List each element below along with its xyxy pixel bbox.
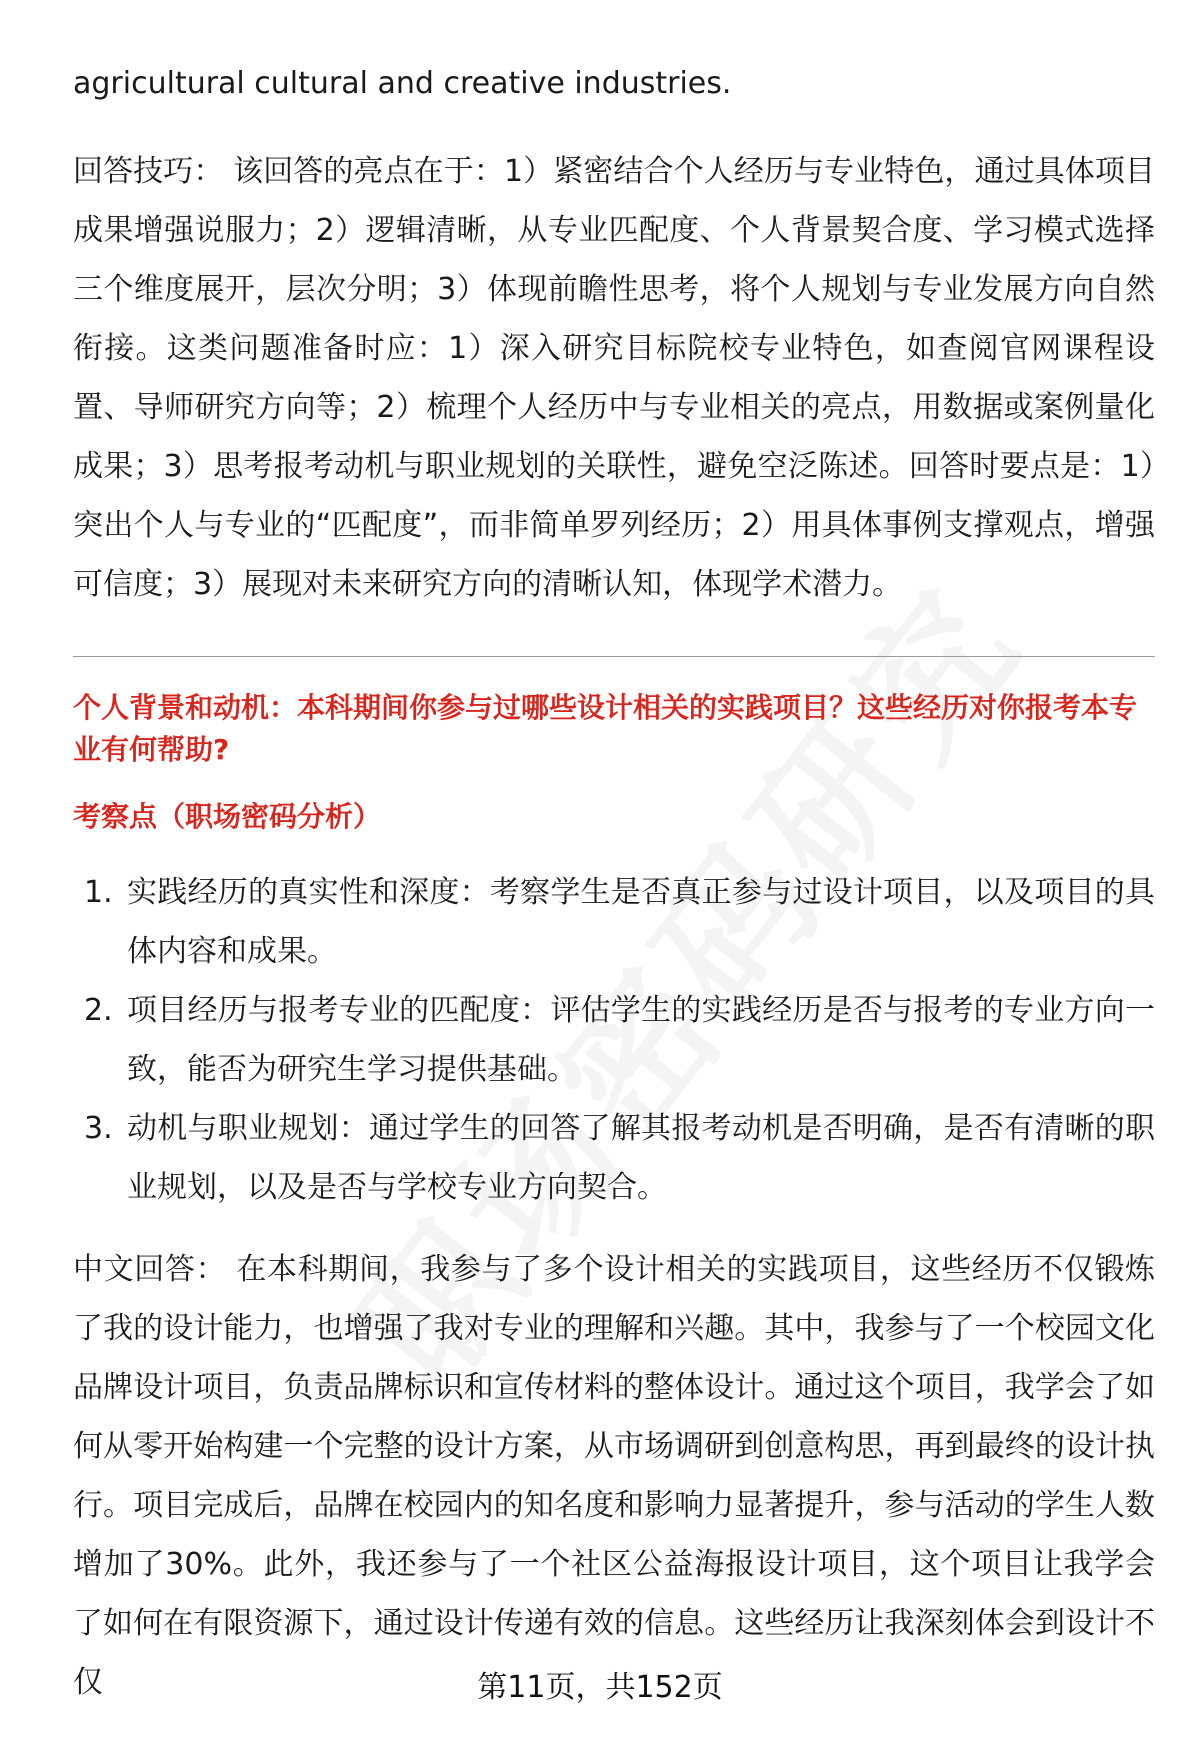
tips-paragraph: 回答技巧： 该回答的亮点在于：1）紧密结合个人经历与专业特色，通过具体项目成果增强说服力；2）逻辑清晰，从专业匹配度、个人背景契合度、学习模式选择三个维度展开，层次分明；3）体现前瞻性思考，将个人规划与专业发展方向自然衔接。这类问题准备时应：1）深入研究目标院校专业特色，如查阅官网课程设置、导师研究方向等；2）梳理个人经历中与专业相关的亮点，用数据或案例量化成果；3）思考报考动机与职业规划的关联性，避免空泛陈述。回答时要点是：1）突出个人与专业的“匹配度”，而非简单罗列经历；2）用具体事例支撑观点，增强可信度；3）展现对未来研究方向的清晰认知，体现学术潜力。 xyxy=(73,154,1155,602)
list-item xyxy=(73,1099,1155,1217)
list-item-number: 1. xyxy=(84,875,113,910)
list-item-text: 项目经历与报考专业的匹配度：评估学生的实践经历是否与报考的专业方向一致，能否为研究生学习提供基础。 xyxy=(127,993,1155,1087)
question-heading: 个人背景和动机：本科期间你参与过哪些设计相关的实践项目？这些经历对你报考本专业有何帮助? xyxy=(73,691,1138,766)
section-title: 考察点（职场密码分析） xyxy=(73,800,382,833)
list-item-text: 实践经历的真实性和深度：考察学生是否真正参与过设计项目，以及项目的具体内容和成果。 xyxy=(127,875,1155,969)
page-content xyxy=(73,54,1155,1712)
list-item-number: 3. xyxy=(84,1111,113,1146)
list-item xyxy=(73,863,1155,981)
answer-paragraph: 中文回答： 在本科期间，我参与了多个设计相关的实践项目，这些经历不仅锻炼了我的设计能力，也增强了我对专业的理解和兴趣。其中，我参与了一个校园文化品牌设计项目，负责品牌标识和宣传材料的整体设计。通过这个项目，我学会了如何从零开始构建一个完整的设计方案，从市场调研到创意构思，再到最终的设计执行。项目完成后，品牌在校园内的知名度和影响力显著提升，参与活动的学生人数增加了30%。此外，我还参与了一个社区公益海报设计项目，这个项目让我学会了如何在有限资源下，通过设计传递有效的信息。这些经历让我深刻体会到设计不仅 xyxy=(73,1252,1155,1700)
page-footer: 第11页，共152页 xyxy=(477,1670,723,1705)
list-item-text: 动机与职业规划：通过学生的回答了解其报考动机是否明确，是否有清晰的职业规划，以及是否与学校专业方向契合。 xyxy=(127,1111,1155,1205)
assessment-points-list xyxy=(73,863,1155,1217)
section-divider xyxy=(73,656,1155,657)
list-item xyxy=(73,981,1155,1099)
intro-line: agricultural cultural and creative industries. xyxy=(73,66,732,101)
list-item-number: 2. xyxy=(84,993,113,1028)
